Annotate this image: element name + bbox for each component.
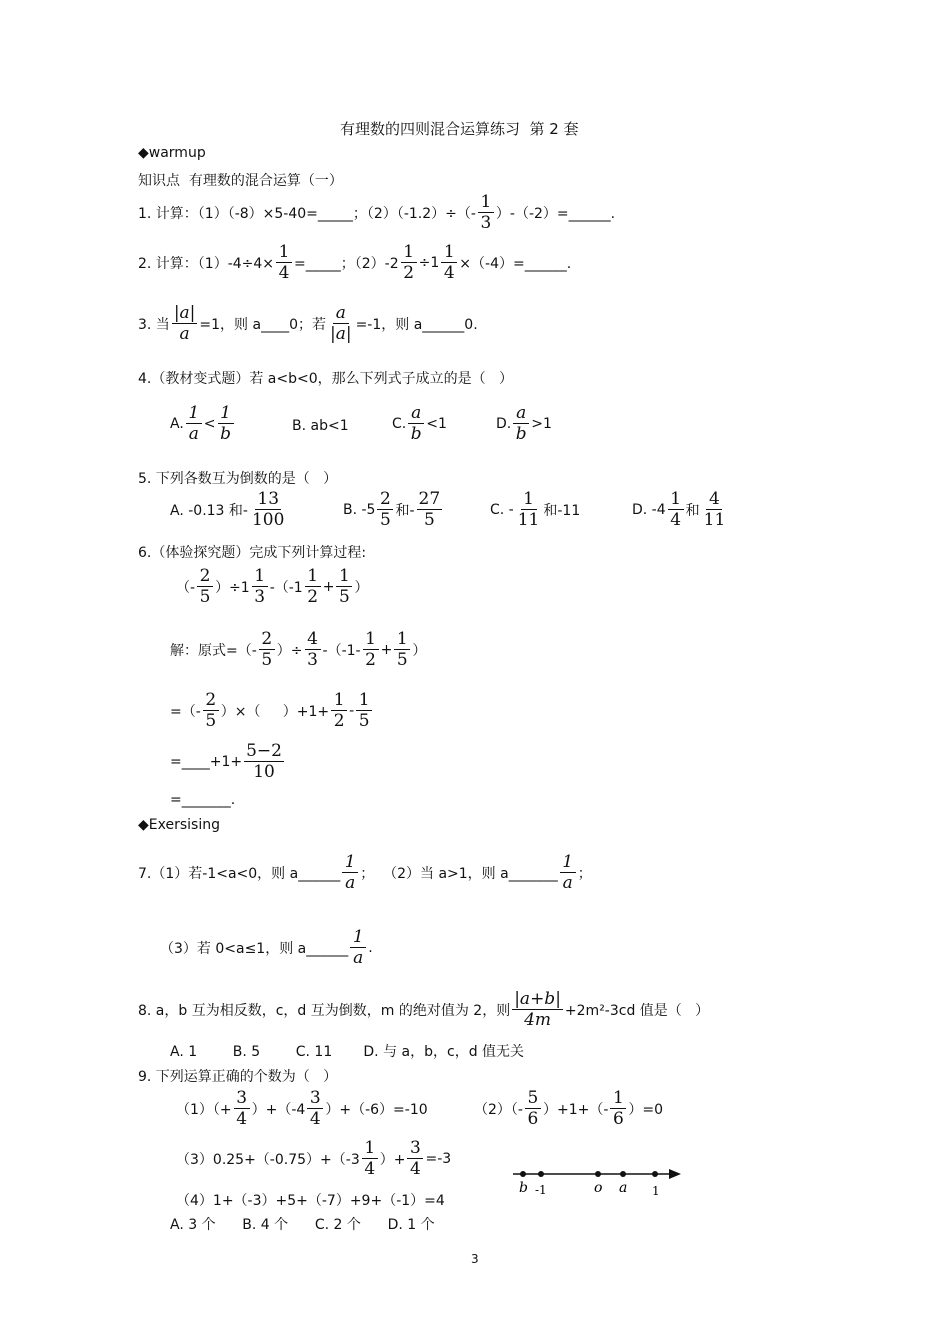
label-b: b xyxy=(519,1180,528,1196)
question-4-option-a: A. $\frac{1}{a}$ < $\frac{1}{b}$ xyxy=(170,403,236,444)
question-9-item-4: （4）1+（-3）+5+（-7）+9+（-1）=4 xyxy=(176,1193,445,1209)
number-line-arrow xyxy=(669,1169,681,1179)
question-6-stem: 6.（体验探究题）完成下列计算过程: xyxy=(138,545,367,561)
question-5-stem: 5. 下列各数互为倒数的是（ ） xyxy=(138,471,338,487)
exercising-heading: ◆Exersising xyxy=(138,817,220,833)
question-9-item-3: （3）0.25+（-0.75）+（-3 $\frac{1}{4}$ ）+ $\frac{3}{4}$ =-3 xyxy=(176,1138,452,1179)
point-minus-1 xyxy=(538,1171,544,1177)
question-6-solution-step-2: =（- $\frac{2}{5}$ ）×（ ）+1+ $\frac{1}{2}$ - $\frac{1}{5}$ xyxy=(170,690,374,731)
question-4-option-c: C. $\frac{a}{b}$ <1 xyxy=(392,403,447,444)
question-7-part-3: （3）若 0<a≤1，则 a______ $\frac{1}{a}$ . xyxy=(160,927,373,968)
number-line-figure xyxy=(505,1160,695,1202)
question-8-options: A. 1 B. 5 C. 11 D. 与 a，b，c，d 值无关 xyxy=(170,1044,525,1060)
point-1 xyxy=(652,1171,658,1177)
label-origin: o xyxy=(594,1180,603,1196)
question-3: 3. 当 $\frac{|a|}{a}$ =1，则 a____0；若 $\frac{a}{|a|}$ =-1，则 a______0. xyxy=(138,303,478,344)
knowledge-point: 知识点 有理数的混合运算（一） xyxy=(138,173,343,189)
question-4-option-b: B. ab<1 xyxy=(292,418,349,434)
point-b xyxy=(520,1171,526,1177)
question-7-part-1-2: 7.（1）若-1<a<0，则 a______ $\frac{1}{a}$ ； （2）当 a>1，则 a_______ $\frac{1}{a}$ ； xyxy=(138,852,592,893)
question-8-stem: 8. a，b 互为相反数，c，d 互为倒数，m 的绝对值为 2，则 $\frac{|a+b|}{4m}$ +2m²-3cd 值是（ ） xyxy=(138,989,710,1030)
question-5-option-c: C. - $\frac{1}{11}$ 和-11 xyxy=(490,489,581,530)
question-9-options: A. 3 个 B. 4 个 C. 2 个 D. 1 个 xyxy=(170,1217,435,1233)
question-1: 1. 计算：（1）（-8）×5-40=_____；（2）（-1.2）÷（- $\frac{1}{3}$ ）-（-2）=______. xyxy=(138,192,616,233)
question-6-expression: （- $\frac{2}{5}$ ）÷1 $\frac{1}{3}$ -（-1 $\frac{1}{2}$ + $\frac{1}{5}$ ） xyxy=(176,566,369,607)
label-minus-1: -1 xyxy=(535,1183,547,1197)
label-1: 1 xyxy=(652,1184,660,1198)
question-9-item-2: （2）（- $\frac{5}{6}$ ）+1+（- $\frac{1}{6}$ ）=0 xyxy=(474,1088,664,1129)
question-9-item-1: （1）（+ $\frac{3}{4}$ ）+（-4 $\frac{3}{4}$ ）+（-6）=-10 xyxy=(176,1088,428,1129)
question-6-solution-step-4: =_______. xyxy=(170,792,236,808)
warmup-heading: ◆warmup xyxy=(138,145,206,161)
question-5-option-a: A. -0.13 和- $\frac{13}{100}$ xyxy=(170,489,285,530)
question-6-solution-step-1: 解：原式=（- $\frac{2}{5}$ ）÷ $\frac{4}{3}$ -（-1- $\frac{1}{2}$ + $\frac{1}{5}$ ） xyxy=(170,629,427,670)
point-origin xyxy=(595,1171,601,1177)
point-a xyxy=(620,1171,626,1177)
question-6-solution-step-3: =____+1+ $\frac{5-2}{10}$ xyxy=(170,741,282,782)
question-2: 2. 计算：（1）-4÷4× $\frac{1}{4}$ =_____；（2）-2 $\frac{1}{2}$ ÷1 $\frac{1}{4}$ ×（-4）=______. xyxy=(138,242,572,283)
question-9-stem: 9. 下列运算正确的个数为（ ） xyxy=(138,1069,338,1085)
question-5-option-b: B. -5 $\frac{2}{5}$ 和- $\frac{27}{5}$ xyxy=(343,489,441,530)
question-5-option-d: D. -4 $\frac{1}{4}$ 和 $\frac{4}{11}$ xyxy=(632,489,726,530)
page-title: 有理数的四则混合运算练习 第 2 套 xyxy=(340,120,579,138)
question-4-option-d: D. $\frac{a}{b}$ >1 xyxy=(496,403,552,444)
page-number: 3 xyxy=(471,1252,479,1266)
question-4-stem: 4.（教材变式题）若 a<b<0，那么下列式子成立的是（ ） xyxy=(138,371,513,387)
label-a: a xyxy=(619,1180,628,1196)
